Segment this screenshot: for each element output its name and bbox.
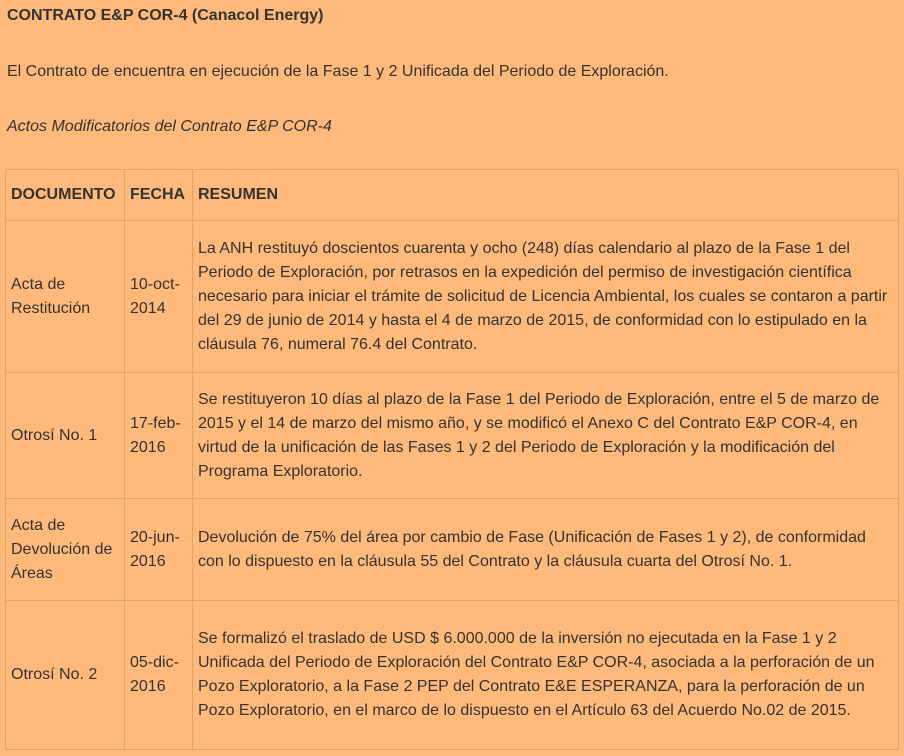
cell-fecha: 05-dic-2016 bbox=[125, 601, 193, 750]
header-resumen: RESUMEN bbox=[193, 170, 899, 221]
cell-fecha: 20-jun-2016 bbox=[125, 499, 193, 601]
cell-resumen: Devolución de 75% del área por cambio de Fase (Unificación de Fases 1 y 2), de conformidad con lo dispuesto en la cláusula 55 del Contrato y la cláusula cuarta del Otrosí No. 1. bbox=[193, 499, 899, 601]
cell-resumen: Se restituyeron 10 días al plazo de la Fase 1 del Periodo de Exploración, entre el 5 de marzo de 2015 y el 14 de marzo del mismo año, y se modificó el Anexo C del Contrato E&P COR-4, en virtud de la unificación de las Fases 1 y 2 del Periodo de Exploración y la modificación del Programa Exploratorio. bbox=[193, 373, 899, 499]
cell-fecha: 17-feb-2016 bbox=[125, 373, 193, 499]
table-header-row bbox=[6, 170, 899, 221]
cell-resumen: Se formalizó el traslado de USD $ 6.000.000 de la inversión no ejecutada en la Fase 1 y 2 Unificada del Periodo de Exploración del Contrato E&P COR-4, asociada a la perforación de un Pozo Exploratorio, a la Fase 2 PEP del Contrato E&E ESPERANZA, para la perforación de un Pozo Exploratorio, en el marco de lo dispuesto en el Artículo 63 del Acuerdo No.02 de 2015. bbox=[193, 601, 899, 750]
cell-fecha: 10-oct-2014 bbox=[125, 221, 193, 373]
table-row bbox=[6, 373, 899, 499]
cell-documento: Acta de Restitución bbox=[6, 221, 125, 373]
table-row bbox=[6, 601, 899, 750]
cell-resumen: La ANH restituyó doscientos cuarenta y ocho (248) días calendario al plazo de la Fase 1 del Periodo de Exploración, por retrasos en la expedición del permiso de investigación científica necesario para iniciar el trámite de solicitud de Licencia Ambiental, los cuales se contaron a partir del 29 de junio de 2014 y hasta el 4 de marzo de 2015, de conformidad con lo estipulado en la cláusula 76, numeral 76.4 del Contrato. bbox=[193, 221, 899, 373]
header-documento: DOCUMENTO bbox=[6, 170, 125, 221]
cell-documento: Otrosí No. 2 bbox=[6, 601, 125, 750]
table-row bbox=[6, 221, 899, 373]
cell-documento: Otrosí No. 1 bbox=[6, 373, 125, 499]
table-row bbox=[6, 499, 899, 601]
intro-paragraph: El Contrato de encuentra en ejecución de la Fase 1 y 2 Unificada del Periodo de Exploración. bbox=[7, 63, 669, 80]
cell-documento: Acta de Devolución de Áreas bbox=[6, 499, 125, 601]
section-subtitle: Actos Modificatorios del Contrato E&P COR-4 bbox=[7, 118, 332, 135]
document-title: CONTRATO E&P COR-4 (Canacol Energy) bbox=[7, 7, 324, 24]
header-fecha: FECHA bbox=[125, 170, 193, 221]
amendments-table bbox=[5, 169, 899, 750]
